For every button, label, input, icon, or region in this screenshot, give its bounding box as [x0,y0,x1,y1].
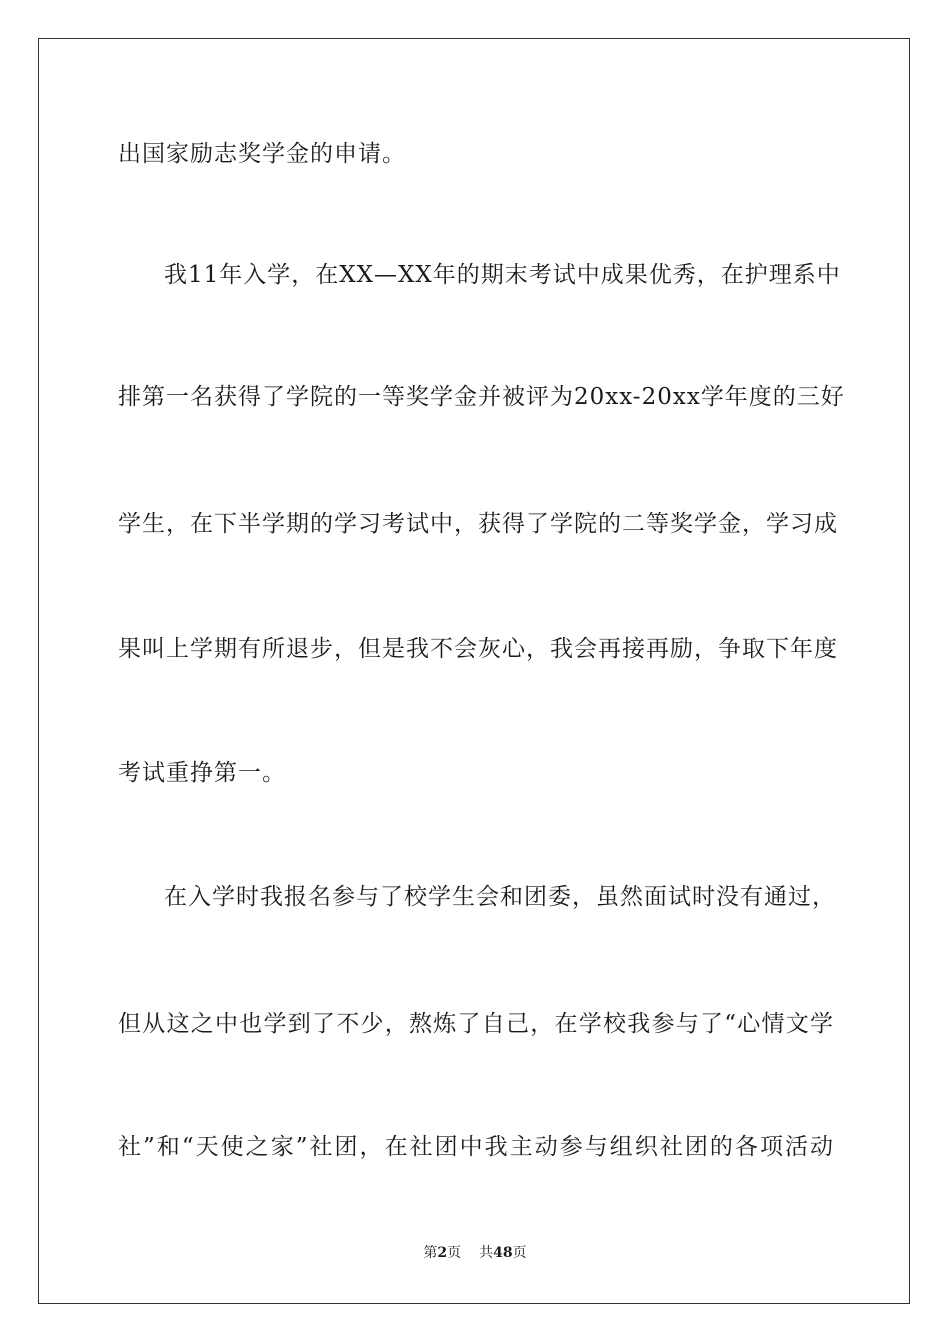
paragraph-line: 社”和“天使之家”社团，在社团中我主动参与组织社团的各项活动 [118,1134,834,1160]
paragraph-line: 在入学时我报名参与了校学生会和团委，虽然面试时没有通过， [164,884,836,910]
page-prefix: 第 [423,1245,438,1261]
total-suffix: 页 [512,1245,527,1261]
page-footer [0,1244,950,1262]
paragraph-line: 出国家励志奖学金的申请。 [118,141,406,167]
page-number: 2 [437,1245,448,1261]
page-suffix: 页 [447,1245,462,1261]
paragraph-line: 果叫上学期有所退步，但是我不会灰心，我会再接再励，争取下年度 [118,636,838,662]
total-prefix: 共 [479,1245,494,1261]
page-border [38,38,910,1304]
paragraph-line: 排第一名获得了学院的一等奖学金并被评为20xx-20xx学年度的三好 [118,384,845,410]
paragraph-line: 我11年入学，在XX—XX年的期末考试中成果优秀，在护理系中 [164,262,841,288]
total-pages: 48 [493,1245,513,1261]
paragraph-line: 学生，在下半学期的学习考试中，获得了学院的二等奖学金，学习成 [118,511,838,537]
paragraph-line: 但从这之中也学到了不少，熬炼了自己，在学校我参与了“心情文学 [118,1011,834,1037]
paragraph-line: 考试重挣第一。 [118,760,286,786]
